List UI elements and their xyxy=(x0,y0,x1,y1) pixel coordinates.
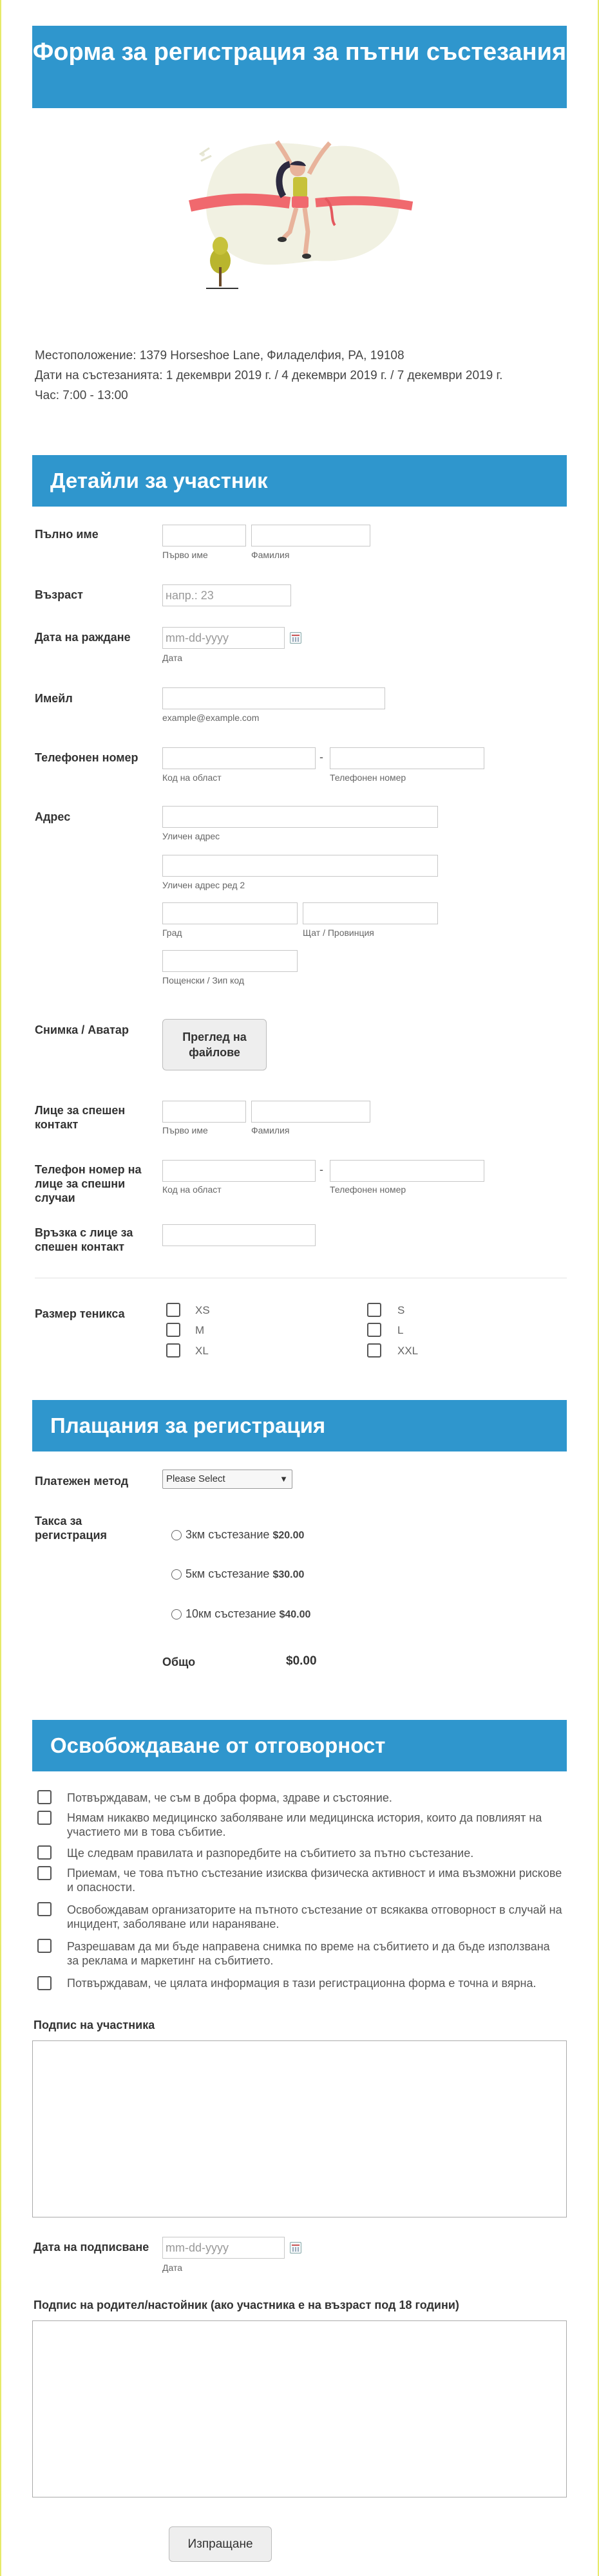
size-m-checkbox[interactable] xyxy=(166,1323,180,1337)
size-xxl-checkbox[interactable] xyxy=(367,1343,381,1358)
waiver-text-4: Приемам, че това пътно състезание изисква физическа активност и има възможни рискове и опасности. xyxy=(67,1867,562,1894)
full-name-label: Пълно име xyxy=(35,528,99,541)
submit-button[interactable]: Изпращане xyxy=(169,2526,272,2562)
street-input[interactable] xyxy=(162,806,438,828)
emergency-phone-dash: - xyxy=(319,1163,323,1176)
option-5k-radio[interactable] xyxy=(171,1569,182,1580)
waiver-text-3: Ще следвам правилата и разпоредбите на събитието за пътно състезание. xyxy=(67,1847,474,1860)
guardian-signature-label: Подпис на родител/настойник (ако участника е на възраст под 18 години) xyxy=(33,2299,459,2311)
browse-files-button[interactable]: Преглед на файлове xyxy=(162,1019,267,1070)
form-title: Форма за регистрация за пътни състезания xyxy=(32,26,567,108)
first-name-input[interactable] xyxy=(162,525,246,546)
emergency-last-sublabel: Фамилия xyxy=(251,1125,290,1135)
photo-label: Снимка / Аватар xyxy=(35,1023,129,1036)
area-code-sublabel: Код на област xyxy=(162,772,222,783)
waiver-checkbox-7[interactable] xyxy=(37,1976,52,1990)
street2-sublabel: Уличен адрес ред 2 xyxy=(162,880,245,890)
option-3k-text: 3км състезание $20.00 xyxy=(185,1528,305,1541)
waiver-text-5: Освобождавам организаторите на пътното състезание от всякаква отговорност в случай на инцидент, заболяване или нараняване. xyxy=(67,1903,562,1930)
area-code-input[interactable] xyxy=(162,747,316,769)
emergency-contact-label: Лице за спешен контакт xyxy=(35,1104,126,1131)
option-5k-text: 5км състезание $30.00 xyxy=(185,1567,305,1580)
relation-label: Връзка с лице за спешен контакт xyxy=(35,1226,133,1253)
street2-input[interactable] xyxy=(162,855,438,877)
first-name-sublabel: Първо име xyxy=(162,550,208,560)
age-label: Възраст xyxy=(35,588,83,601)
sign-date-sublabel: Дата xyxy=(162,2263,183,2273)
sign-date-input[interactable]: mm-dd-yyyy xyxy=(162,2237,285,2259)
option-10k-price: $40.00 xyxy=(279,1609,311,1620)
phone-label: Телефонен номер xyxy=(35,751,138,764)
email-label: Имейл xyxy=(35,692,73,705)
waiver-text-7: Потвърждавам, че цялата информация в тази регистрационна форма е точна и вярна. xyxy=(67,1977,537,1990)
section-waiver-title: Освобождаване от отговорност xyxy=(32,1720,567,1771)
emergency-phone-label: Телефон номер на лице за спешни случаи xyxy=(35,1163,142,1204)
chevron-down-icon: ▼ xyxy=(280,1474,288,1484)
waiver-checkbox-4[interactable] xyxy=(37,1866,52,1880)
sign-calendar-icon[interactable] xyxy=(290,2242,301,2254)
size-xl-label: XL xyxy=(195,1345,209,1357)
state-sublabel: Щат / Провинция xyxy=(303,928,374,938)
section-payment-title: Плащания за регистрация xyxy=(32,1400,567,1451)
event-time: Час: 7:00 - 13:00 xyxy=(35,389,128,402)
state-input[interactable] xyxy=(303,902,438,924)
dob-input[interactable]: mm-dd-yyyy xyxy=(162,627,285,649)
participant-signature-label: Подпис на участника xyxy=(33,2019,155,2031)
phone-number-input[interactable] xyxy=(330,747,484,769)
emergency-phone-input[interactable] xyxy=(330,1160,484,1182)
size-l-label: L xyxy=(397,1324,404,1336)
payment-method-label: Платежен метод xyxy=(35,1475,129,1488)
email-input[interactable] xyxy=(162,687,385,709)
phone-sublabel: Телефонен номер xyxy=(330,772,406,783)
last-name-input[interactable] xyxy=(251,525,370,546)
total-label: Общо xyxy=(162,1656,196,1668)
runner-illustration xyxy=(187,135,419,296)
size-m-label: M xyxy=(195,1324,205,1336)
participant-signature-pad[interactable] xyxy=(32,2040,567,2217)
payment-method-select[interactable] xyxy=(162,1470,292,1489)
waiver-text-6: Разрешавам да ми бъде направена снимка по време на събитието и да бъде използвана за реклама и маркетинг на събитието. xyxy=(67,1940,550,1967)
zip-input[interactable] xyxy=(162,950,298,972)
city-sublabel: Град xyxy=(162,928,182,938)
relation-input[interactable] xyxy=(162,1224,316,1246)
email-sublabel: example@example.com xyxy=(162,713,260,723)
emergency-first-name-input[interactable] xyxy=(162,1101,246,1123)
waiver-checkbox-3[interactable] xyxy=(37,1845,52,1860)
size-xs-label: XS xyxy=(195,1304,210,1316)
option-3k-price: $20.00 xyxy=(272,1530,305,1541)
option-10k-text: 10км състезание $40.00 xyxy=(185,1607,311,1620)
registration-fee-label: Такса за регистрация xyxy=(35,1515,108,1542)
waiver-checkbox-1[interactable] xyxy=(37,1790,52,1804)
address-label: Адрес xyxy=(35,810,71,823)
last-name-sublabel: Фамилия xyxy=(251,550,290,560)
waiver-checkbox-6[interactable] xyxy=(37,1939,52,1953)
age-input[interactable]: напр.: 23 xyxy=(162,584,291,606)
phone-dash: - xyxy=(319,751,323,763)
size-s-checkbox[interactable] xyxy=(367,1303,381,1317)
emergency-area-code-input[interactable] xyxy=(162,1160,316,1182)
option-5k-price: $30.00 xyxy=(272,1569,305,1580)
calendar-icon[interactable] xyxy=(290,632,301,644)
emergency-area-code-sublabel: Код на област xyxy=(162,1184,222,1195)
waiver-checkbox-5[interactable] xyxy=(37,1902,52,1916)
zip-sublabel: Пощенски / Зип код xyxy=(162,975,245,985)
size-xxl-label: XXL xyxy=(397,1345,419,1357)
size-xl-checkbox[interactable] xyxy=(166,1343,180,1358)
event-dates: Дати на състезанията: 1 декември 2019 г. / 4 декември 2019 г. / 7 декември 2019 г. xyxy=(35,369,503,382)
total-value: $0.00 xyxy=(286,1654,317,1668)
emergency-phone-sublabel: Телефонен номер xyxy=(330,1184,406,1195)
dob-label: Дата на раждане xyxy=(35,631,131,644)
waiver-checkbox-2[interactable] xyxy=(37,1811,52,1825)
city-input[interactable] xyxy=(162,902,298,924)
section-participant-title: Детайли за участник xyxy=(32,455,567,507)
option-10k-radio[interactable] xyxy=(171,1609,182,1619)
emergency-last-name-input[interactable] xyxy=(251,1101,370,1123)
size-l-checkbox[interactable] xyxy=(367,1323,381,1337)
dob-sublabel: Дата xyxy=(162,653,183,663)
size-xs-checkbox[interactable] xyxy=(166,1303,180,1317)
waiver-text-1: Потвърждавам, че съм в добра форма, здраве и състояние. xyxy=(67,1791,392,1804)
sign-date-label: Дата на подписване xyxy=(33,2241,149,2254)
emergency-first-sublabel: Първо име xyxy=(162,1125,208,1135)
size-s-label: S xyxy=(397,1304,405,1316)
street-sublabel: Уличен адрес xyxy=(162,831,220,841)
tshirt-size-label: Размер теникса xyxy=(35,1307,125,1320)
waiver-text-2: Нямам никакво медицинско заболяване или медицинска история, които да повлияят на участието ми в това събитие. xyxy=(67,1811,542,1838)
event-location: Местоположение: 1379 Horseshoe Lane, Филаделфия, PA, 19108 xyxy=(35,349,404,362)
payment-method-selected: Please Select xyxy=(166,1473,225,1484)
option-3k-radio[interactable] xyxy=(171,1530,182,1540)
guardian-signature-pad[interactable] xyxy=(32,2320,567,2497)
